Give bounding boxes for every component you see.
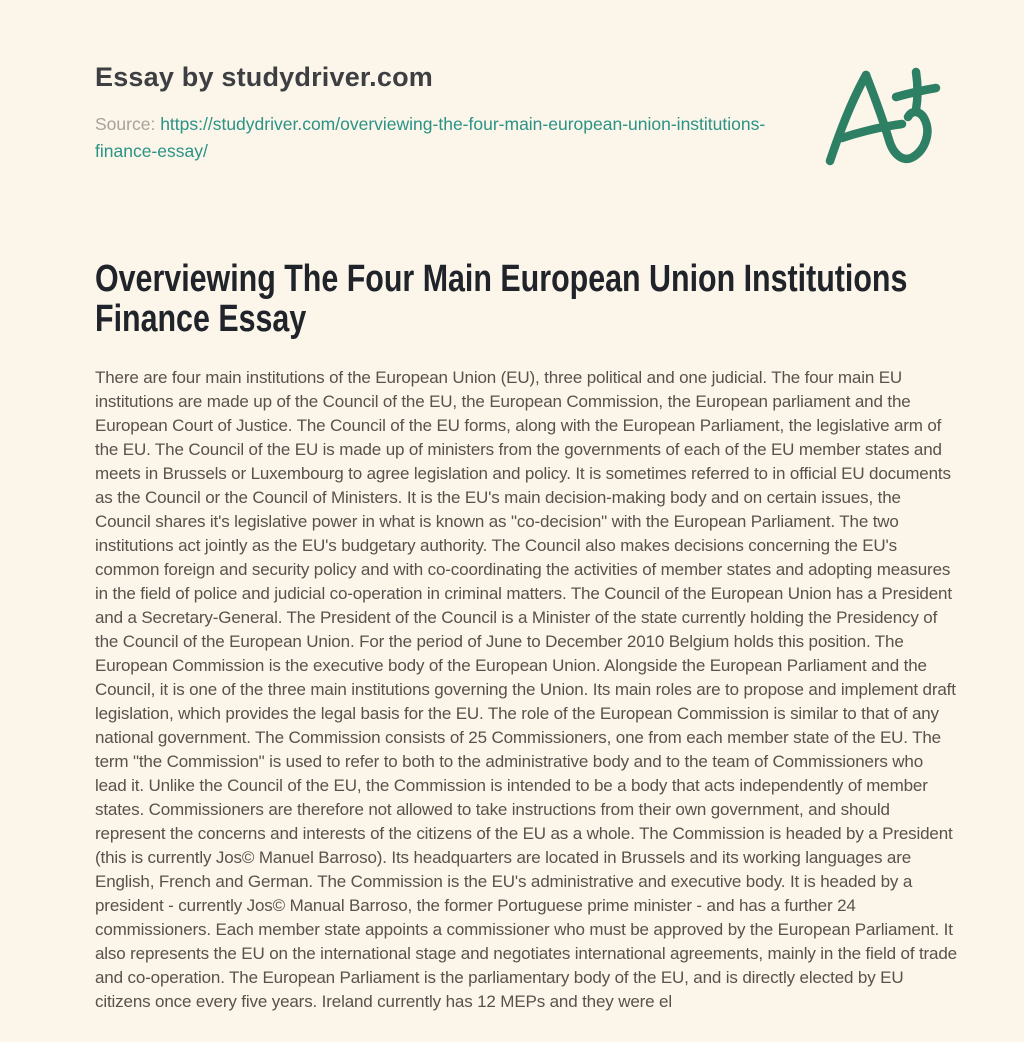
page-header-title: Essay by studydriver.com [95, 62, 433, 92]
source-line [95, 111, 795, 165]
source-label: Source: [95, 114, 156, 134]
content-column [95, 0, 957, 1014]
essay-title-line2: Finance Essay [95, 298, 307, 340]
essay-title-line1: Overviewing The Four Main European Union Institutions [95, 258, 908, 300]
source-link[interactable]: https://studydriver.com/overviewing-the-four-main-european-union-institutions-finance-essay/ [95, 114, 766, 161]
essay-body-text: There are four main institutions of the European Union (EU), three political and one judicial. The four main EU institutions are made up of the Council of the EU, the European Commission, the European parliament and the European Court of Justice. The Council of the EU forms, along with the European Parliament, the legislative arm of the EU. The Council of the EU is made up of ministers from the governments of each of the EU member states and meets in Brussels or Luxembourg to agree legislation and policy. It is sometimes referred to in official EU documents as the Council or the Council of Ministers. It is the EU's main decision-making body and on certain issues, the Council shares it's legislative power in what is known as "co-decision" with the European Parliament. The two institutions act jointly as the EU's budgetary authority. The Council also makes decisions concerning the EU's common foreign and security policy and with co-coordinating the activities of member states and adopting measures in the field of police and judicial co-operation in criminal matters. The Council of the European Union has a President and a Secretary-General. The President of the Council is a Minister of the state currently holding the Presidency of the Council of the European Union. For the period of June to December 2010 Belgium holds this position. The European Commission is the executive body of the European Union. Alongside the European Parliament and the Council, it is one of the three main institutions governing the Union. Its main roles are to propose and implement draft legislation, which provides the legal basis for the EU. The role of the European Commission is similar to that of any national government. The Commission consists of 25 Commissioners, one from each member state of the EU. The term "the Commission" is used to refer to both to the administrative body and to the team of Commissioners who lead it. Unlike the Council of the EU, the Commission is intended to be a body that acts independently of member states. Commissioners are therefore not allowed to take instructions from their own government, and should represent the concerns and interests of the citizens of the EU as a whole. The Commission is headed by a President (this is currently Jos© Manuel Barroso). Its headquarters are located in Brussels and its working languages are English, French and German. The Commission is the EU's administrative and executive body. It is headed by a president - currently Jos© Manual Barroso, the former Portuguese prime minister - and has a further 24 commissioners. Each member state appoints a commissioner who must be approved by the European Parliament. It also represents the EU on the international stage and negotiates international agreements, mainly in the field of trade and co-operation. The European Parliament is the parliamentary body of the EU, and is directly elected by EU citizens once every five years. Ireland currently has 12 MEPs and they were el [95, 368, 957, 1011]
essay-title [95, 259, 957, 339]
